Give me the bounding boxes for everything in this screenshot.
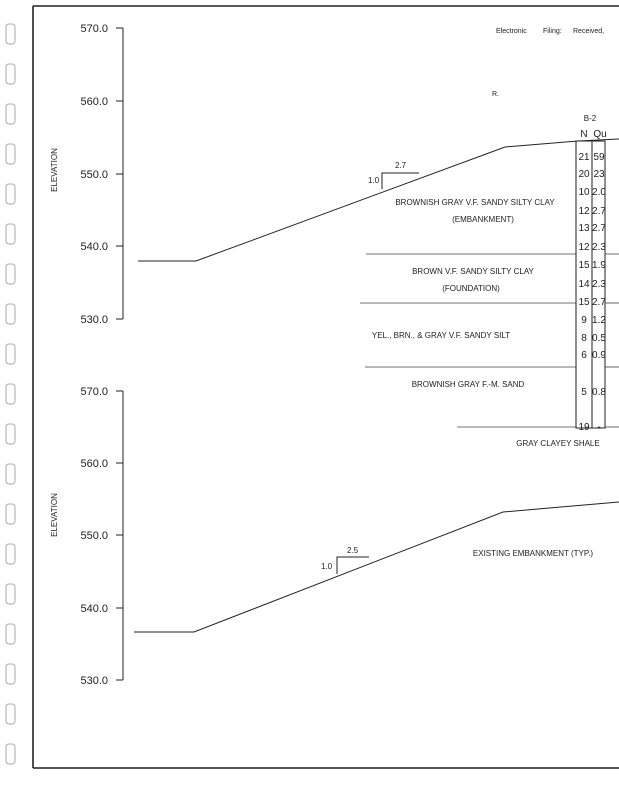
boring-n-value: 5 <box>581 387 587 398</box>
lower-slope-rise: 1.0 <box>321 562 333 571</box>
stamp-filing: Filing: <box>543 28 562 35</box>
upper-tick-label: 550.0 <box>80 169 108 181</box>
boring-qu-value: 23 <box>593 169 605 180</box>
boring-log-b2 <box>576 114 607 433</box>
stratum-sand-label: BROWNISH GRAY F.-M. SAND <box>411 380 525 389</box>
upper-elevation-label: ELEVATION <box>50 148 59 192</box>
boring-n-value: 8 <box>581 333 587 344</box>
upper-slope-rise: 1.0 <box>368 176 380 185</box>
lower-section <box>50 386 619 687</box>
boring-qu-value: 1.9 <box>592 260 606 271</box>
lower-tick-label: 530.0 <box>80 675 108 687</box>
boring-col-qu-header: Qu <box>593 129 607 140</box>
boring-qu-value: 0.8 <box>592 387 606 398</box>
boring-n-value: 15 <box>578 297 590 308</box>
boring-n-value: 19 <box>578 422 590 433</box>
boring-n-value: 20 <box>578 169 590 180</box>
stratum-foundation-label: BROWN V.F. SANDY SILTY CLAY <box>412 267 534 276</box>
upper-section <box>50 23 619 448</box>
stamp-electronic: Electronic <box>496 28 527 35</box>
boring-qu-value: 2.7 <box>592 297 606 308</box>
boring-n-value: 21 <box>578 152 590 163</box>
lower-tick-label: 540.0 <box>80 603 108 615</box>
boring-n-value: 6 <box>581 350 587 361</box>
lower-ground-profile <box>134 502 619 632</box>
boring-qu-value: 0.9 <box>592 350 606 361</box>
lower-slope-indicator <box>321 546 369 574</box>
upper-axis-ticks <box>116 28 123 319</box>
upper-slope-run: 2.7 <box>395 161 407 170</box>
stratum-sandy-silt-label: YEL., BRN., & GRAY V.F. SANDY SILT <box>371 331 511 340</box>
boring-qu-value: 2.3 <box>592 242 606 253</box>
lower-elevation-label: ELEVATION <box>50 493 59 537</box>
boring-n-value: 9 <box>581 315 587 326</box>
upper-tick-label: 540.0 <box>80 241 108 253</box>
boring-qu-value: 2.7 <box>592 223 606 234</box>
boring-qu-value: - <box>597 422 601 433</box>
lower-tick-label: 550.0 <box>80 530 108 542</box>
boring-qu-value: 0.5 <box>592 333 606 344</box>
boring-n-value: 10 <box>578 187 590 198</box>
upper-slope-indicator <box>368 161 419 189</box>
lower-tick-label: 560.0 <box>80 458 108 470</box>
boring-n-value: 12 <box>578 206 590 217</box>
lower-slope-run: 2.5 <box>347 546 359 555</box>
boring-qu-value: 2.0 <box>592 187 606 198</box>
boring-qu-value: 2.7 <box>592 206 606 217</box>
stray-mark: R. <box>492 91 499 98</box>
boring-qu-value: 59 <box>593 152 605 163</box>
boring-n-value: 14 <box>578 279 590 290</box>
stratum-embankment-sublabel: (EMBANKMENT) <box>452 215 514 224</box>
boring-n-value: 12 <box>578 242 590 253</box>
boring-n-value: 13 <box>578 223 590 234</box>
boring-col-n-header: N <box>580 129 588 140</box>
existing-embankment-note: EXISTING EMBANKMENT (TYP.) <box>472 549 594 558</box>
boring-qu-value: 1.2 <box>592 315 606 326</box>
upper-tick-label: 560.0 <box>80 96 108 108</box>
filing-stamp <box>496 28 604 35</box>
upper-tick-label: 530.0 <box>80 314 108 326</box>
boring-qu-value: 2.3 <box>592 279 606 290</box>
boring-name: B-2 <box>583 114 597 123</box>
binder-holes <box>6 24 15 764</box>
stamp-received: Received, <box>573 28 605 35</box>
stratum-shale-label: GRAY CLAYEY SHALE <box>516 439 600 448</box>
stratum-foundation-sublabel: (FOUNDATION) <box>442 284 500 293</box>
lower-tick-label: 570.0 <box>80 386 108 398</box>
stratum-embankment-label: BROWNISH GRAY V.F. SANDY SILTY CLAY <box>395 198 555 207</box>
boring-n-value: 15 <box>578 260 590 271</box>
upper-tick-label: 570.0 <box>80 23 108 35</box>
lower-axis-ticks <box>116 391 123 680</box>
